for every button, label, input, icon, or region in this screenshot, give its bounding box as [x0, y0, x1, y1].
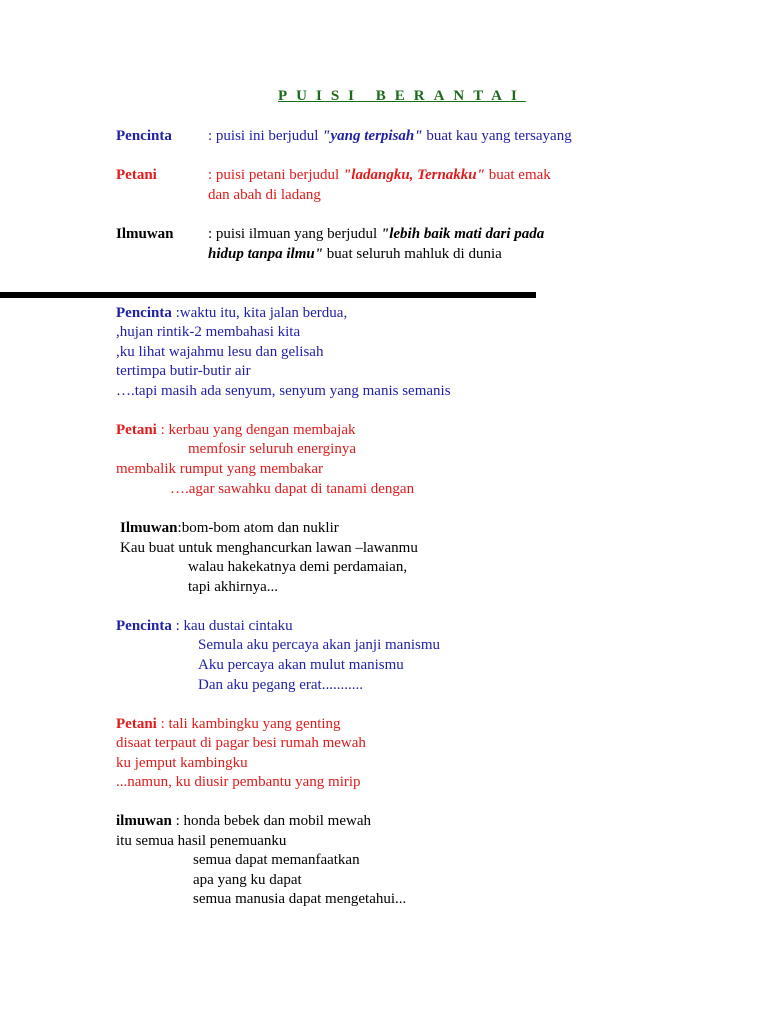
stanza3-line0	[120, 520, 339, 537]
stanza5-line0	[116, 716, 341, 733]
stanza4-line3: Dan aku pegang erat...........	[198, 677, 363, 693]
intro-pencinta-prefix: : puisi ini berjudul	[208, 128, 323, 144]
stanza1-line4: ….tapi masih ada senyum, senyum yang manis semanis	[116, 383, 451, 399]
stanza1-line3: tertimpa butir-butir air	[116, 363, 251, 379]
stanza6-speaker: ilmuwan	[116, 813, 172, 829]
stanza6-line2: semua dapat memanfaatkan	[193, 852, 360, 868]
stanza2-line3: ….agar sawahku dapat di tanami dengan	[170, 481, 415, 497]
page-title: PUISI BERANTAI	[278, 88, 526, 104]
intro-ilmuwan-line	[208, 226, 544, 243]
intro-petani-speaker: Petani	[116, 167, 157, 183]
stanza6-line0	[116, 813, 371, 830]
stanza2-first: : kerbau yang dengan membajak	[156, 422, 356, 438]
stanza5-speaker: Petani	[116, 716, 157, 732]
intro-pencinta-line	[208, 128, 572, 145]
stanza2-line1: memfosir seluruh energinya	[188, 441, 357, 457]
stanza3-line1: Kau buat untuk menghancurkan lawan –lawanmu	[120, 540, 418, 556]
stanza4-line1: Semula aku percaya akan janji manismu	[198, 637, 440, 653]
section-divider	[0, 292, 536, 298]
stanza2-line0	[116, 422, 356, 439]
intro-pencinta-suffix: buat kau yang tersayang	[422, 128, 572, 144]
stanza5-line2: ku jemput kambingku	[116, 755, 248, 771]
stanza4-line0	[116, 618, 293, 635]
intro-petani-line2: dan abah di ladang	[208, 187, 321, 203]
intro-petani-suffix: buat emak	[484, 167, 551, 183]
intro-ilmuwan-suffix: buat seluruh mahluk di dunia	[323, 246, 502, 262]
intro-pencinta-speaker: Pencinta	[116, 128, 172, 144]
intro-ilmuwan-prefix: : puisi ilmuan yang berjudul	[208, 226, 381, 242]
stanza1-line0	[116, 305, 347, 322]
intro-ilmuwan-line2	[208, 246, 502, 263]
stanza5-line1: disaat terpaut di pagar besi rumah mewah	[116, 735, 366, 751]
stanza4-line2: Aku percaya akan mulut manismu	[198, 657, 404, 673]
stanza1-first: :waktu itu, kita jalan berdua,	[171, 305, 348, 321]
stanza3-first: :bom-bom atom dan nuklir	[177, 520, 339, 536]
stanza6-first: : honda bebek dan mobil mewah	[171, 813, 371, 829]
stanza2-line2: membalik rumput yang membakar	[116, 461, 324, 477]
intro-ilmuwan-speaker: Ilmuwan	[116, 226, 174, 242]
stanza3-line2: walau hakekatnya demi perdamaian,	[188, 559, 408, 575]
stanza1-line2: ,ku lihat wajahmu lesu dan gelisah	[116, 344, 324, 360]
stanza3-line3: tapi akhirnya...	[188, 579, 278, 595]
stanza3-speaker: Ilmuwan	[120, 520, 178, 536]
stanza4-speaker: Pencinta	[116, 618, 172, 634]
stanza6-line4: semua manusia dapat mengetahui...	[193, 891, 407, 907]
intro-pencinta-title: "yang terpisah"	[322, 128, 423, 144]
intro-petani-line	[208, 167, 551, 184]
stanza4-first: : kau dustai cintaku	[171, 618, 293, 634]
stanza1-speaker: Pencinta	[116, 305, 172, 321]
intro-ilmuwan-title-2: hidup tanpa ilmu"	[208, 246, 324, 262]
intro-ilmuwan-title-1: "lebih baik mati dari pada	[380, 226, 545, 242]
intro-petani-title: "ladangku, Ternakku"	[342, 167, 485, 183]
stanza6-line3: apa yang ku dapat	[193, 872, 302, 888]
stanza1-line1: ,hujan rintik-2 membahasi kita	[116, 324, 301, 340]
stanza5-line3: ...namun, ku diusir pembantu yang mirip	[116, 774, 361, 790]
stanza2-speaker: Petani	[116, 422, 157, 438]
stanza6-line1: itu semua hasil penemuanku	[116, 833, 287, 849]
intro-petani-prefix: : puisi petani berjudul	[208, 167, 343, 183]
stanza5-first: : tali kambingku yang genting	[156, 716, 341, 732]
